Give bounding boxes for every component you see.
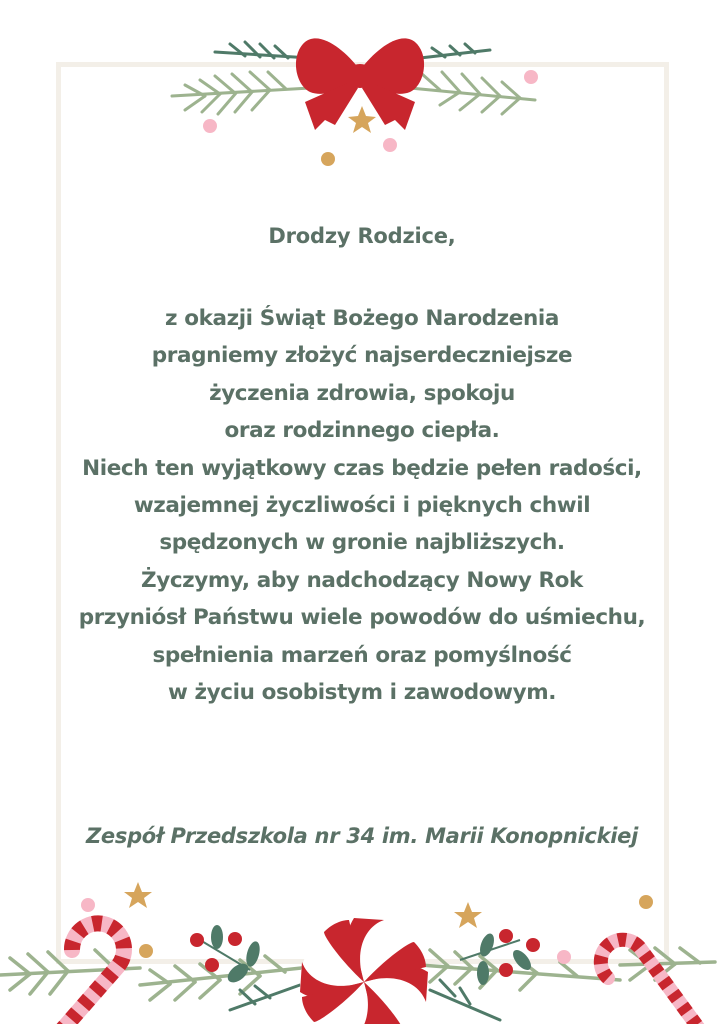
pine-branch-dark-icon <box>215 42 490 58</box>
pink-dot-icon <box>557 950 571 964</box>
gold-dot-icon <box>639 895 653 909</box>
wishes-line: spędzonych w gronie najbliższych. <box>159 530 565 556</box>
gold-star-icon <box>124 882 152 908</box>
pink-dot-icon <box>81 898 95 912</box>
signature: Zespół Przedszkola nr 34 im. Marii Konopnickiej <box>86 824 638 848</box>
wishes-line: Niech ten wyjątkowy czas będzie pełen radości, <box>82 455 642 481</box>
pink-dot-icon <box>383 138 397 152</box>
bottom-decoration <box>0 870 724 1024</box>
holly-berries-icon <box>460 929 540 985</box>
candy-cane-left-icon <box>62 923 124 1024</box>
pink-dot-icon <box>203 119 217 133</box>
wishes-line: przyniósł Państwu wiele powodów do uśmiechu, <box>78 605 646 631</box>
gold-star-icon <box>348 106 376 133</box>
greeting-heading: Drodzy Rodzice, <box>268 224 456 248</box>
wishes-line: z okazji Świąt Bożego Narodzenia <box>165 306 559 331</box>
wishes-line: życzenia zdrowia, spokoju <box>209 380 515 406</box>
gold-dot-icon <box>321 152 335 166</box>
gold-dot-icon <box>139 944 153 958</box>
pink-dot-icon <box>524 70 538 84</box>
wishes-line: spełnienia marzeń oraz pomyślność <box>152 642 572 668</box>
wishes-line: oraz rodzinnego ciepła. <box>224 418 500 444</box>
gold-star-icon <box>454 902 482 928</box>
peppermint-candy-icon <box>300 918 428 1024</box>
wishes-text <box>0 300 724 711</box>
wishes-line: Życzymy, aby nadchodzący Nowy Rok <box>141 567 583 593</box>
wishes-line: w życiu osobistym i zawodowym. <box>168 680 556 706</box>
wishes-line: wzajemnej życzliwości i pięknych chwil <box>133 493 591 519</box>
wishes-line: pragniemy złożyć najserdeczniejsze <box>151 343 573 369</box>
top-decoration <box>160 30 560 180</box>
